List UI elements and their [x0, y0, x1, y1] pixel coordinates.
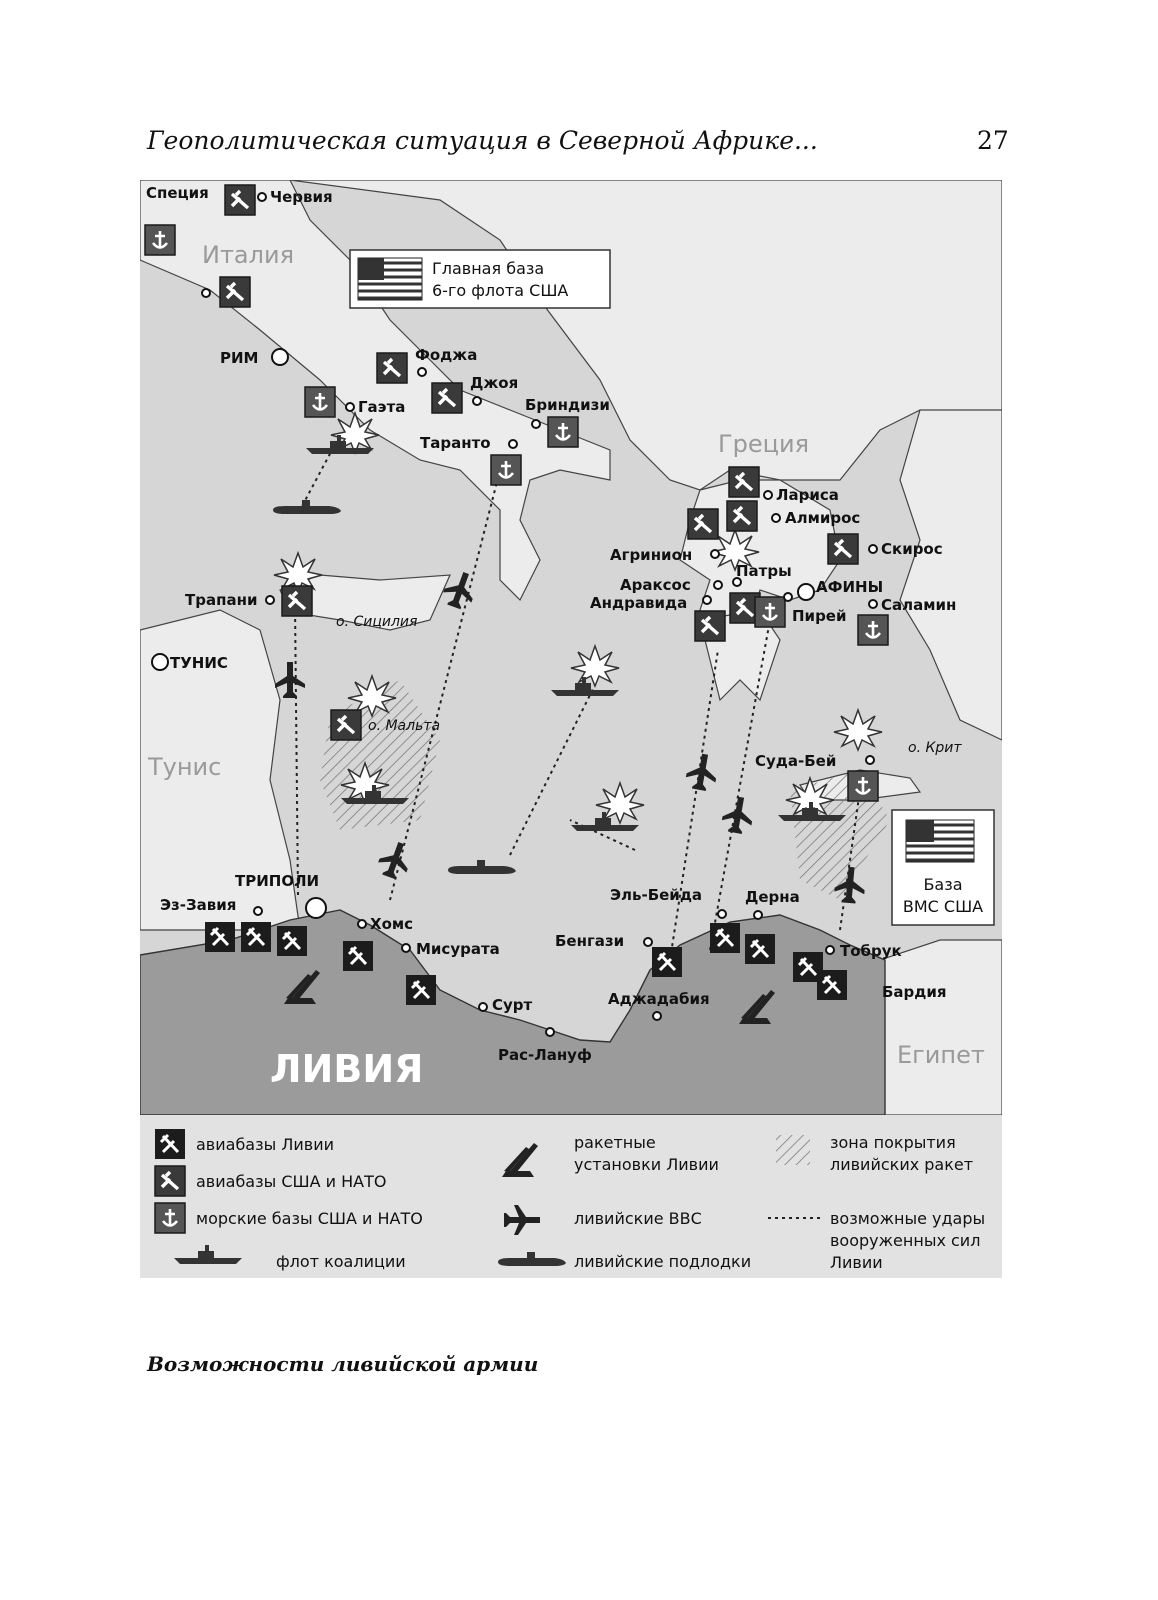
- libya-airbase-icon: [155, 1129, 185, 1159]
- city-label-zawiya: Эз-Завия: [160, 896, 237, 914]
- nato-naval-base-icon: [491, 455, 521, 485]
- nato-naval-base-icon: [155, 1203, 185, 1233]
- legend-strikes-line1: возможные удары: [830, 1209, 986, 1228]
- legend-coverage-line1: зона покрытия: [830, 1133, 956, 1152]
- figure-caption: Возможности ливийской армии: [147, 1352, 539, 1376]
- map-legend: [140, 1115, 1002, 1278]
- country-label-greece: Греция: [718, 430, 810, 458]
- country-label-egypt: Египет: [897, 1041, 985, 1069]
- city-label-cervia: Червия: [270, 188, 333, 206]
- nato-naval-base-icon: [305, 387, 335, 417]
- nato-airbase-icon: [688, 509, 718, 539]
- legend-libya-airbases: авиабазы Ливии: [196, 1135, 334, 1154]
- nato-airbase-icon: [220, 277, 250, 307]
- legend-coalition-fleet: флот коалиции: [276, 1252, 406, 1271]
- libya-airbase-icon: [241, 922, 271, 952]
- nato-airbase-icon: [155, 1166, 185, 1196]
- country-label-italy: Италия: [202, 241, 295, 269]
- legend-nato-naval: морские базы США и НАТО: [196, 1209, 423, 1228]
- city-label-patras: Патры: [736, 562, 792, 580]
- city-label-tunis: ТУНИС: [170, 654, 228, 672]
- egypt-land: [880, 940, 1002, 1115]
- libya-airbase-icon: [277, 926, 307, 956]
- legend-coverage-line2: ливийских ракет: [830, 1155, 974, 1174]
- legend-missiles-line1: ракетные: [574, 1133, 656, 1152]
- libya-airbase-icon: [745, 934, 775, 964]
- nato-airbase-icon: [377, 353, 407, 383]
- callout-main-base-line2: 6-го флота США: [432, 281, 569, 300]
- nato-naval-base-icon: [755, 597, 785, 627]
- city-label-salamis: Саламин: [881, 596, 957, 614]
- city-label-agrinion: Агринион: [610, 546, 693, 564]
- city-label-benghazi: Бенгази: [555, 932, 625, 950]
- page-number: 27: [977, 126, 1009, 155]
- libya-airbase-icon: [652, 947, 682, 977]
- libya-airbase-icon: [817, 970, 847, 1000]
- nato-airbase-icon: [282, 586, 312, 616]
- callout-navy-base-line2: ВМС США: [902, 897, 984, 916]
- country-label-tunisia: Тунис: [148, 753, 222, 781]
- libya-airbase-icon: [710, 923, 740, 953]
- city-label-gioia: Джоя: [470, 374, 519, 392]
- legend-libya-air-force: ливийские ВВС: [574, 1209, 702, 1228]
- us-flag-icon: [358, 258, 422, 300]
- city-label-piraeus: Пирей: [792, 607, 847, 625]
- nato-airbase-icon: [695, 611, 725, 641]
- city-label-tobruk: Тобрук: [840, 942, 902, 960]
- island-label-crete: о. Крит: [908, 740, 962, 756]
- city-label-ras-lanuf: Рас-Лануф: [498, 1046, 592, 1064]
- city-label-athens: АФИНЫ: [816, 578, 884, 596]
- nato-naval-base-icon: [848, 771, 878, 801]
- coverage-hatch-swatch: [776, 1135, 810, 1165]
- country-label-libya: ЛИВИЯ: [270, 1047, 424, 1091]
- island-label-malta: о. Мальта: [368, 718, 441, 734]
- nato-airbase-icon: [729, 467, 759, 497]
- city-label-andravida: Андравида: [590, 594, 688, 612]
- city-label-tripoli: ТРИПОЛИ: [235, 872, 320, 890]
- city-label-foggia: Фоджа: [415, 346, 478, 364]
- city-label-brindisi: Бриндизи: [525, 396, 610, 414]
- city-label-trapani: Трапани: [185, 591, 258, 609]
- us-flag-icon: [906, 820, 974, 862]
- nato-airbase-icon: [225, 185, 255, 215]
- nato-naval-base-icon: [858, 615, 888, 645]
- city-label-ajdabiya: Аджадабия: [608, 990, 710, 1008]
- callout-navy-base: [892, 810, 994, 925]
- city-label-bayda: Эль-Бейда: [610, 886, 703, 904]
- libya-airbase-icon: [343, 941, 373, 971]
- legend-nato-airbases: авиабазы США и НАТО: [196, 1172, 387, 1191]
- nato-airbase-icon: [828, 534, 858, 564]
- city-label-gaeta: Гаэта: [358, 398, 406, 416]
- city-label-misrata: Мисурата: [416, 940, 500, 958]
- legend-missiles-line2: установки Ливии: [574, 1155, 719, 1174]
- city-label-sirte: Сурт: [492, 996, 533, 1014]
- city-label-khoms: Хомс: [370, 915, 414, 933]
- city-label-taranto: Таранто: [420, 434, 491, 452]
- city-label-souda: Суда-Бей: [755, 752, 837, 770]
- nato-airbase-icon: [331, 710, 361, 740]
- military-map: [140, 180, 1002, 1278]
- legend-libya-subs: ливийские подлодки: [574, 1252, 752, 1271]
- callout-navy-base-line1: База: [923, 875, 963, 894]
- callout-main-base-line1: Главная база: [432, 259, 545, 278]
- legend-strikes-line3: Ливии: [830, 1253, 883, 1272]
- nato-naval-base-icon: [548, 417, 578, 447]
- callout-main-base: [350, 250, 610, 308]
- city-label-derna: Дерна: [745, 888, 800, 906]
- city-label-almyros: Алмирос: [785, 509, 861, 527]
- legend-strikes-line2: вооруженных сил: [830, 1231, 981, 1250]
- city-label-bardia: Бардия: [882, 983, 947, 1001]
- nato-naval-base-icon: [145, 225, 175, 255]
- city-label-araxos: Араксос: [620, 576, 691, 594]
- page-header-title: Геополитическая ситуация в Северной Африке...: [147, 126, 818, 155]
- nato-airbase-icon: [432, 383, 462, 413]
- city-label-spezia: Специя: [146, 184, 209, 202]
- city-label-rome: РИМ: [220, 349, 259, 367]
- city-label-skyros: Скирос: [881, 540, 943, 558]
- island-label-sicily: о. Сицилия: [336, 614, 418, 630]
- nato-airbase-icon: [727, 501, 757, 531]
- city-label-larissa: Лариса: [776, 486, 839, 504]
- libya-airbase-icon: [406, 975, 436, 1005]
- libya-airbase-icon: [205, 922, 235, 952]
